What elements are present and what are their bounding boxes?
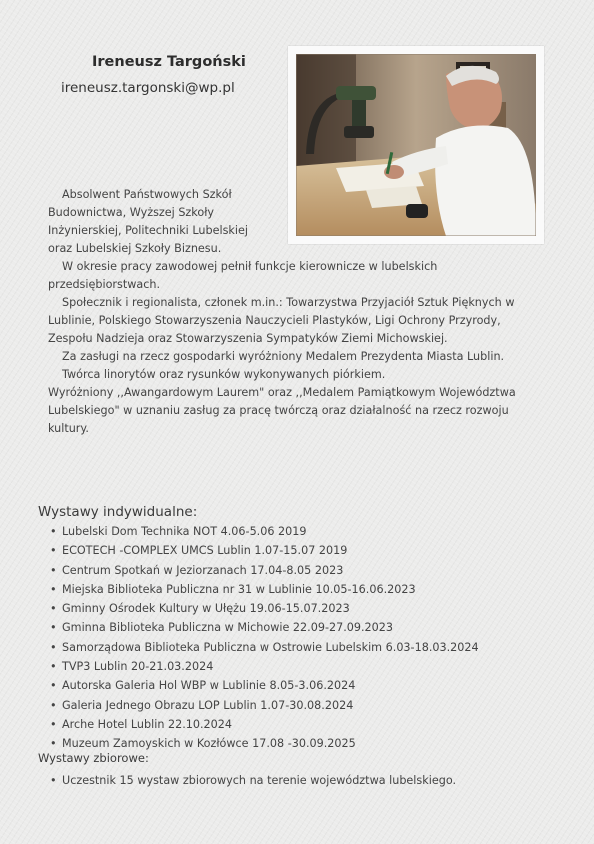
bio-distinctions: Wyróżniony ,,Awangardowym Laurem" oraz ,,Medalem Pamiątkowym Województwa Lubelskiego" w uznaniu zasług za pracę twórczą oraz działalność na rzecz rozwoju kultury. xyxy=(48,386,516,435)
bio-career: W okresie pracy zawodowej pełnił funkcje kierownicze w lubelskich przedsiębiorstwach. xyxy=(48,260,438,291)
list-item: • Uczestnik 15 wystaw zbiorowych na terenie województwa lubelskiego. xyxy=(48,771,456,790)
bio-award-medal: Za zasługi na rzecz gospodarki wyróżniony Medalem Prezydenta Miasta Lublin. xyxy=(62,350,505,363)
author-name: Ireneusz Targoński xyxy=(92,54,246,70)
list-item: • Lubelski Dom Technika NOT 4.06-5.06 2019 xyxy=(48,522,479,541)
list-item: • Gminna Biblioteka Publiczna w Michowie 22.09-27.09.2023 xyxy=(48,618,479,637)
group-exhibitions-heading: Wystawy zbiorowe: xyxy=(38,751,149,765)
list-item: • Samorządowa Biblioteka Publiczna w Ostrowie Lubelskim 6.03-18.03.2024 xyxy=(48,638,479,657)
list-item: • Gminny Ośrodek Kultury w Ułężu 19.06-15.07.2023 xyxy=(48,599,479,618)
group-exhibitions-list xyxy=(48,771,456,790)
list-item: • ECOTECH -COMPLEX UMCS Lublin 1.07-15.07 2019 xyxy=(48,541,479,560)
bio-artwork: Twórca linorytów oraz rysunków wykonywanych piórkiem. xyxy=(62,368,386,381)
bio-education: Absolwent Państwowych Szkół Budownictwa, Wyższej Szkoły Inżynierskiej, Politechniki Lubelskiej oraz Lubelskiej Szkoły Biznesu. xyxy=(48,188,248,255)
bio-memberships: Społecznik i regionalista, członek m.in.: Towarzystwa Przyjaciół Sztuk Pięknych w Lublinie, Polskiego Stowarzyszenia Nauczycieli Plastyków, Ligi Ochrony Przyrody, Zespołu Nadzieja oraz Stowarzyszenia Sympatyków Ziemi Michowskiej. xyxy=(48,296,515,345)
list-item: • Muzeum Zamoyskich w Kozłówce 17.08 -30.09.2025 xyxy=(48,734,479,753)
list-item: • Galeria Jednego Obrazu LOP Lublin 1.07-30.08.2024 xyxy=(48,696,479,715)
biography xyxy=(48,186,548,438)
list-item: • TVP3 Lublin 20-21.03.2024 xyxy=(48,657,479,676)
list-item: • Miejska Biblioteka Publiczna nr 31 w Lublinie 10.05-16.06.2023 xyxy=(48,580,479,599)
list-item: • Centrum Spotkań w Jeziorzanach 17.04-8.05 2023 xyxy=(48,561,479,580)
individual-exhibitions-list xyxy=(48,522,479,754)
list-item: • Arche Hotel Lublin 22.10.2024 xyxy=(48,715,479,734)
individual-exhibitions-heading: Wystawy indywidualne: xyxy=(38,504,198,520)
list-item: • Autorska Galeria Hol WBP w Lublinie 8.05-3.06.2024 xyxy=(48,676,479,695)
author-email: ireneusz.targonski@wp.pl xyxy=(61,80,235,96)
